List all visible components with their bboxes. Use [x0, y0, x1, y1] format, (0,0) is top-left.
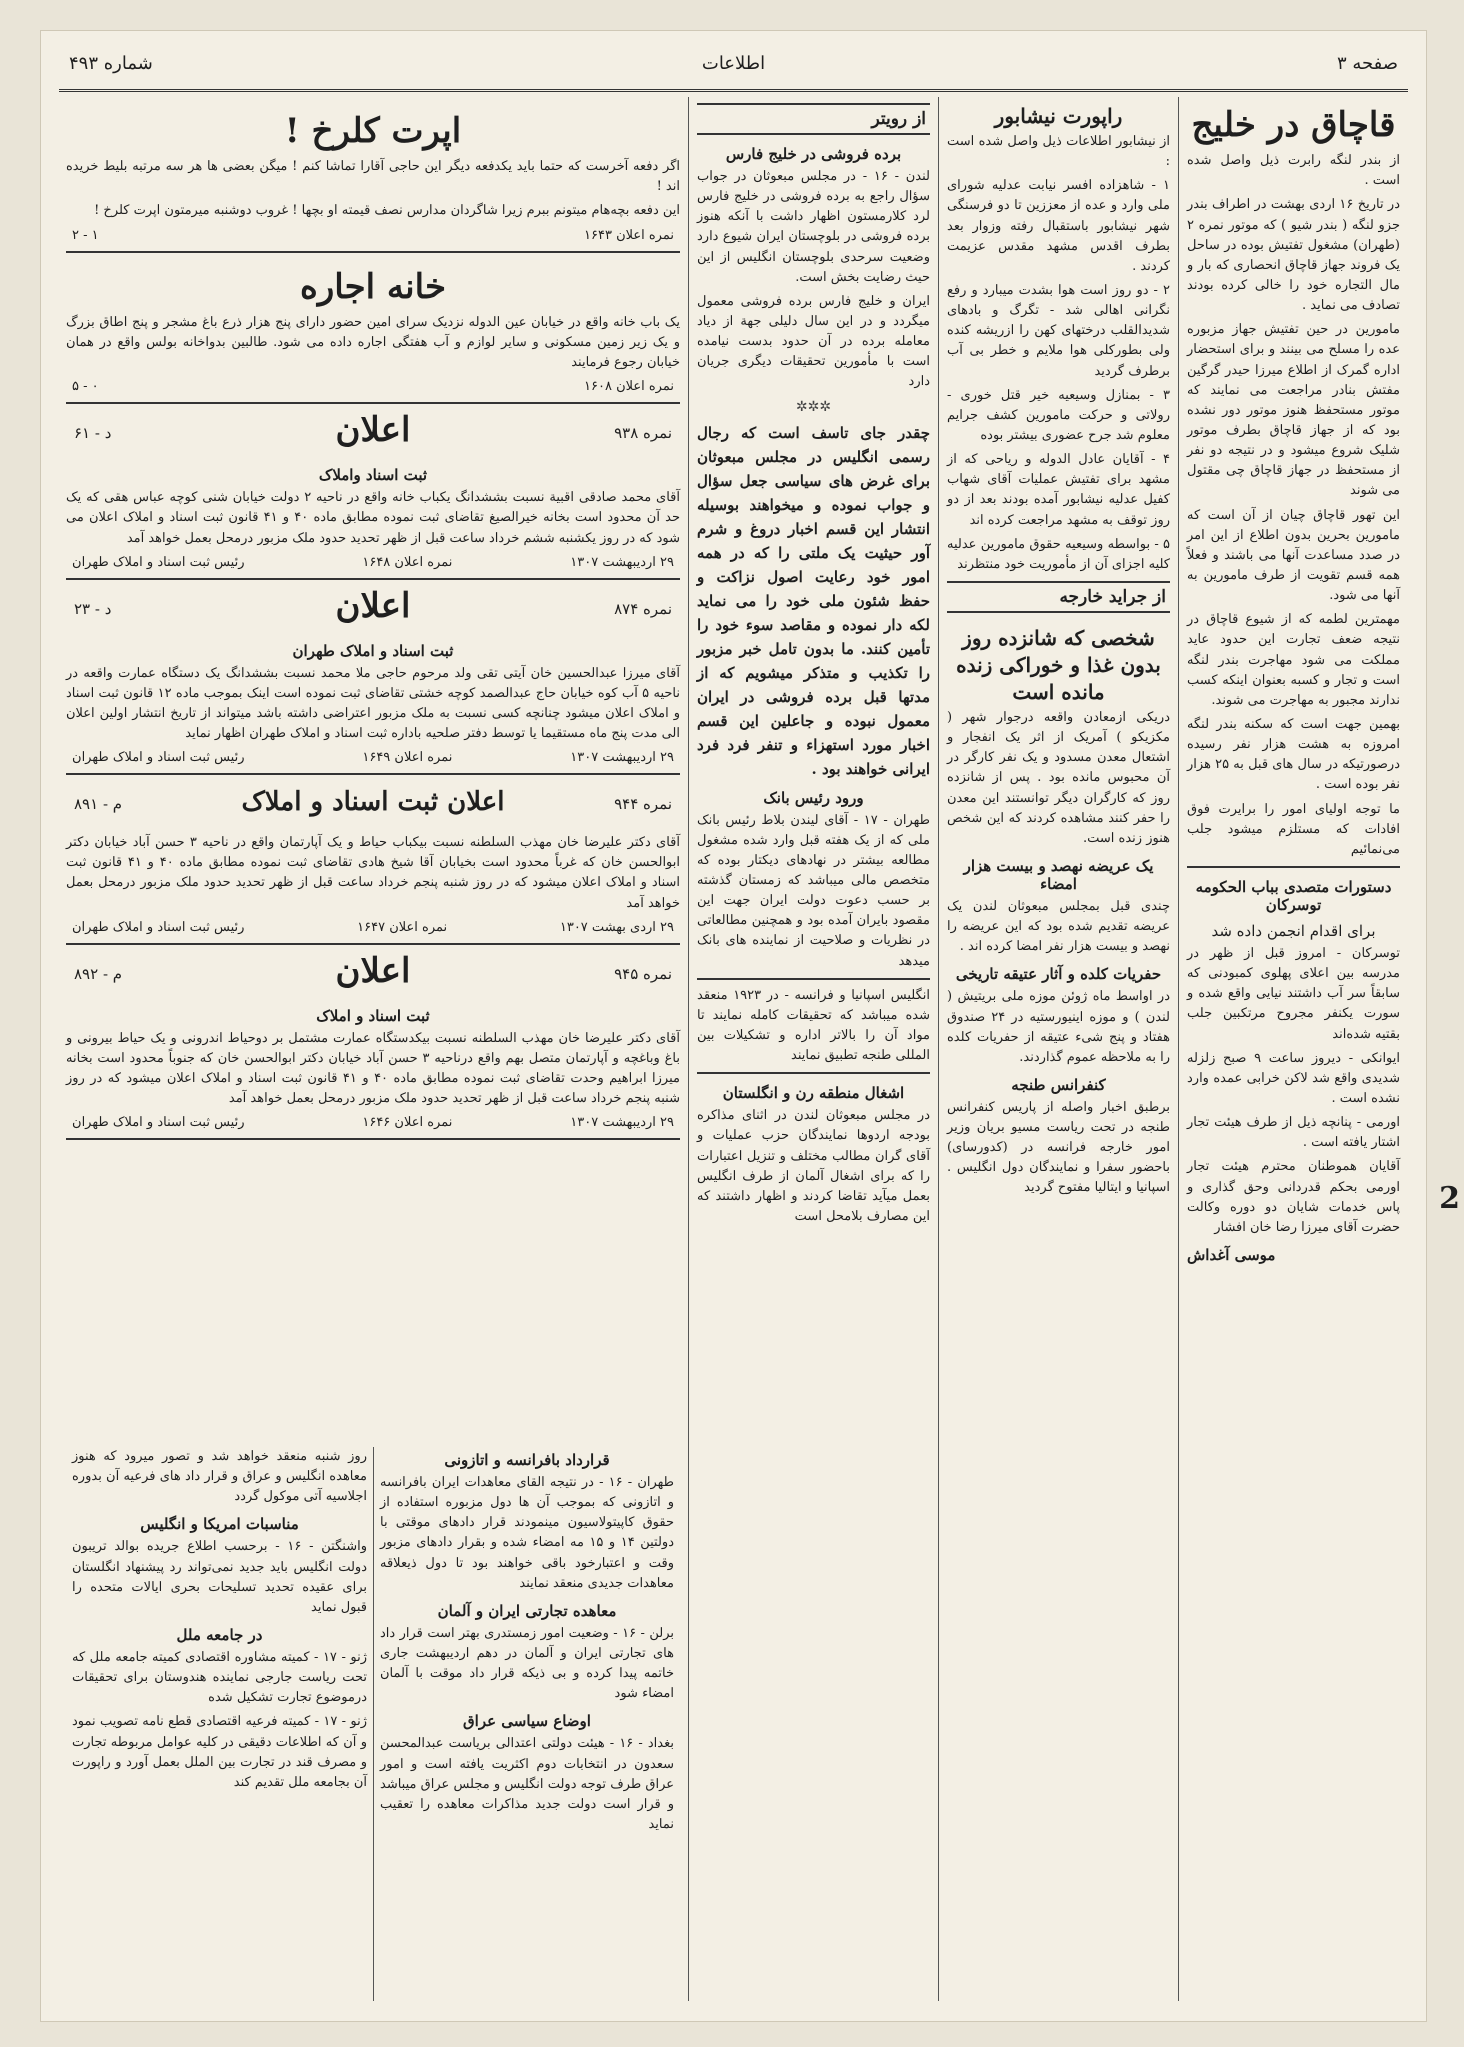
ad-house-rent: [66, 253, 680, 405]
article-title: شخصی که شانزده روز بدون غذا و خوراکی زنده مانده است: [956, 625, 1161, 704]
article-title: کنفرانس طنجه: [1011, 1075, 1106, 1094]
bottom-news-right: [373, 1447, 680, 2001]
article-paragraph: ژنو - ۱۷ - کمیته مشاوره اقتصادی کمیته جامعه ملل که تحت ریاست جارجی نماینده هندوستان برای تحقیقات درموضوع تجارت تشکیل شده: [72, 1649, 367, 1706]
separator-ornament: ✲✲✲: [795, 398, 832, 415]
article-paragraph: ۳ - بمنازل وسیعیه خیر قتل خوری - رولاتی و حرکت مامورین کشف جرایم معلوم شد جرح عضوری بیشتر بوده: [947, 387, 1170, 443]
paper-name: اطلاعات: [701, 53, 766, 74]
ad-registry: [66, 775, 680, 945]
article-paragraph: انگلیس اسپانیا و فرانسه - در ۱۹۲۳ منعقد شده میباشد که تحقیقات کامله نمایند تا مواد آن را بالاتر اداره و تشکیلات بین المللی طنجه تطبیق نمایند: [697, 987, 930, 1064]
article-title-smuggling: قاچاق در خلیج: [1191, 105, 1396, 145]
ad-code: ۰ - ۵: [72, 379, 99, 395]
article-paragraph: بهمین جهت است که سکنه بندر لنگه امروزه به هشت هزار نفر رسیده درصورتیکه در سال های قبل به ۲۵ هزار نفر بوده است .: [1187, 716, 1400, 793]
article-paragraph: لندن - ۱۶ - در مجلس مبعوثان در جواب سؤال راجع به برده فروشی در خلیج فارس لرد کلارمستون اظهار داشت با آنکه هنوز برده فروشی در بلوچستان ایران شیوع دارد وضعیت سرحدی بلوچستان انگلیس از این حیث رضایت بخش است.: [697, 169, 930, 285]
ad-code: م - ۸۹۱: [74, 795, 123, 814]
article-paragraph: این تهور قاچاق چیان از آن است که مامورین بحرین بدون اطلاع از این امر در صدد مساعدت آنها می باشند و فعلاً همه قسم تقویت از طرف مامورین به آنها می شود.: [1187, 507, 1400, 604]
bottom-news-left: [66, 1447, 373, 2001]
article-title: قرارداد بافرانسه و اتازونی: [444, 1451, 610, 1469]
article-paragraph: طهران - ۱۶ - در نتیجه القای معاهدات ایران بافرانسه و اتازونی که بموجب آن ها دول مزبوره استفاده از حقوق کاپیتولاسیون مینمودند قرار دادهای موقتی با دولتین ۱۴ و ۱۵ مه امضاء شده و بقرار دادهای مزبور وقت و اعتبارخود باقی خواهند بود تا دول ذیعلاقه معاهدات جدیدی منعقد نمایند: [380, 1475, 675, 1591]
divider: [697, 1072, 930, 1074]
article-paragraph: ۵ - بواسطه وسیعیه حقوق مامورین عدلیه کلیه اجزای آن از مأموریت خود منتظرند: [947, 536, 1170, 572]
article-paragraph: بغداد - ۱۶ - هیئت دولتی اعتدالی بریاست عبدالمحسن سعدون در انتخابات دوم اکثریت یافته است و امور عراق طرف توجه دولت انگلیس و مجلس عراق میباشد و قرار است دولت جدید مذاکرات معاهده را تعقیب نماید: [380, 1736, 674, 1832]
article-paragraph: مامورین در حین تفتیش جهاز مزبوره عده را مسلح می بینند و برای استحضار اداره گمرک از اطلاع میرزا حیدر گرگین مفتش بنادر مراجعت می نمایند که موتور مستحفظ هنوز موتور دور نشده بود که از جهاز قاچاق بطرف موتور شلیک شروع میشود و در نتیجه دو نفر از مستحفظ در جهاز قاچاق چی مقتول می شوند: [1187, 322, 1400, 499]
ad-subtitle: ثبت اسناد و املاک طهران: [292, 641, 454, 660]
ad-number: نمره ۸۷۴: [614, 599, 672, 618]
article-paragraph: ما توجه اولیای امور را برایرت فوق افادات که مستلزم میشود جلب می‌نمائیم: [1187, 801, 1400, 857]
article-title: اشغال منطقه رن و انگلستان: [722, 1084, 905, 1103]
article-lead: از بندر لنگه رابرت ذیل واصل شده است .: [1187, 153, 1400, 189]
article-title: حفریات کلده و آثار عتیقه تاریخی: [955, 965, 1162, 984]
section-heading-reuters: از رویتر: [697, 103, 930, 135]
ad-notice-number: نمره اعلان ۱۶۴۶: [362, 1115, 453, 1131]
news-item: اورمی - پنانچه ذیل از طرف هیئت تجار اشتار یافته است .: [1187, 1115, 1400, 1151]
ad-title: اعلان: [335, 585, 411, 626]
bottom-news-block: [66, 1447, 680, 2001]
ad-signatory: رئیس ثبت اسناد و املاک طهران: [72, 1115, 245, 1131]
article-paragraph: ۲ - دو روز است هوا بشدت میبارد و رفع نگرانی اهالی شد - تگرگ و بادهای شدیدالقلب درختهای کهن را ازریشه کنده ولی بطورکلی هوا ملایم و خطر بی آب برطرف گردید: [947, 282, 1170, 379]
column-1: [1178, 97, 1408, 2001]
editorial-comment: چقدر جای تاسف است که رجال رسمی انگلیس در مجلس مبعوثان برای غرض های سیاسی جعل سؤال و جواب نموده و میخواهند بوسیله انتشار این قسم اخبار دروغ و شرم آور حیثیت یک ملتی را که در همه امور خود رعایت اصول نزاکت و حفظ شئون ملی خود را می نماید لکه دار نموده و مقاصد سوء خود را تأمین کنند. ما بدون تامل خبر مزبور را تکذیب و متذکر میشویم که از مدتها قبل برده فروشی در ایران معمول نبوده و جاعلین این قسم اخبار مورد استهزاء و تنفر فرد فرد ایرانی خواهند بود .: [697, 423, 930, 778]
news-item: توسرکان - امروز قبل از ظهر در مدرسه بین اعلای پهلوی کمبودنی که سابقاً سر آب داشتند نیایی واقع شده و سورت یکنفر مجروح مرتکبین جلب بقتیه شده‌اند: [1187, 945, 1400, 1042]
news-item: ایوانکی - دیروز ساعت ۹ صبح زلزله شدیدی واقع شد لاکن خرابی عمده وارد نشده است .: [1187, 1050, 1400, 1106]
ad-date: ۲۹ اردی بهشت ۱۳۰۷: [559, 919, 674, 935]
ad-notice-number: نمره اعلان ۱۶۴۹: [362, 750, 453, 766]
signature: موسی آغداش: [1187, 1245, 1276, 1264]
ad-code: د - ۲۳: [74, 599, 112, 618]
ad-subtitle: ثبت اسناد واملاک: [318, 466, 428, 485]
ad-text: آقای دکتر علیرضا خان مهذب السلطنه نسبت بیکدستگاه عمارت مشتمل بر دوحیاط اندرونی و یک حیاط بیرونی و باغ وباغچه و آپارتمان متصل بهم واقع درناحیه ۳ حسن آباد خیابان دکتر ابوالحسن خان که جنوباً محدود است بخانه میرزا ابراهیم وحدت تقاضای ثبت نموده مطابق ماده ۴۰ و ۴۱ قانون ثبت اسناد و املاک اعلان میشود که در روز شنبه پنجم خرداد ساعت قبل از ظهر تحدید حدود ملک مزبور درمحل بعمل خواهد آمد: [66, 1030, 680, 1107]
column-2: [938, 97, 1178, 2001]
article-paragraph: واشنگتن - ۱۶ - برحسب اطلاع جریده بوالد تریبون دولت انگلیس باید جدید نمی‌تواند رد پیشنهاد انگلستان برای عقیده تحدید تسلیحات بحری ایالات متحده را قبول نماید: [72, 1539, 367, 1615]
ad-text: اگر دفعه آخرست که حتما باید یکدفعه دیگر این حاجی آقارا تماشا کنم ! میگن بعضی ها هر سه مرتبه بلیط خریده اند !: [66, 159, 680, 195]
divider: [1187, 866, 1400, 868]
ad-date: ۲۹ اردیبهشت ۱۳۰۷: [570, 554, 674, 570]
issue-number: شماره ۴۹۳: [69, 53, 153, 74]
ad-notice-number: نمره اعلان ۱۶۴۳: [584, 227, 674, 243]
article-title: برده فروشی در خلیج فارس: [725, 145, 902, 163]
article-paragraph: طهران - ۱۷ - آقای لیندن بلاط رئیس بانک ملی که از یک هفته قبل وارد شده مشغول مطالعه بیشتر در نهادهای دیکتار بوده که متخصص مالی میباشد که زمستان گذشته بر حسب دعوت دولت ایران جهت این مقصود بایران آمده بود و همچنین مطالعاتی در نظریات و صلاحیت از نماینده های بانک میدهد: [697, 812, 930, 969]
article-title-nishapur: راپورت نیشابور: [994, 104, 1123, 128]
ad-title: اعلان ثبت اسناد و املاک: [241, 787, 505, 818]
ad-code: ۱ - ۲: [72, 227, 99, 243]
ad-text: آقای محمد صادقی اقبیة نسبت بششدانگ یکباب خانه واقع در ناحیه ۲ دولت خیابان شنی کوچه عباس هقی که یک حد آن محدود است بخانه خیرالصیغ تقاضای ثبت نموده مطابق ماده ۴۰ و ۴۱ قانون ثبت اسناد و املاک اعلان می شود که در روز یکشنبه ششم خرداد ساعت قبل از ظهر تحدید حدود ملک مزبور درمحل بعمل خواهد آمد: [66, 490, 681, 546]
margin-mark: 2: [1439, 1181, 1460, 1216]
ad-title: خانه اجاره: [300, 266, 446, 307]
ad-text: این دفعه بچه‌هام میتونم ببرم زیرا شاگردان مدارس نصف قیمته او بچها ! غروب دوشنبه میرمتون اپرت کلرخ !: [94, 203, 680, 219]
notice-subheading: برای اقدام انجمن داده شد: [1211, 921, 1376, 940]
ad-text: یک باب خانه واقع در خیابان عین الدوله نزدیک سرای امین حضور دارای پنج هزار ذرع باغ مشجر و پنج اطاق بزرگ و یک زیر زمین مسکونی و سایر لوازم و آب هفتگی اجاره داده می شود. طالبین بدواخانه بولس واقع در همان خیابان رجوع فرمایند: [66, 314, 680, 371]
article-title: یک عریضه نهصد و بیست هزار امضاء: [963, 856, 1154, 893]
ad-text: آقای میرزا عبدالحسین خان آیتی تقی ولد مرحوم حاجی ملا محمد نسبت بششدانگ یک دستگاه عمارت واقعه در ناحیه ۵ آب کوه خیابان حاج عبدالصمد کوچه خشتی تقاضای ثبت نموده است اینک بموجب ماده ۱۲ قانون ثبت اسناد و املاک اعلان میشود چنانچه کسی نسبت به ملک مزبور اعتراضی داشته باشد میتواند از تاریخ انتشار اولین اعلان الی مدت پنج ماه مستقیما یا توسط دفتر صلحیه باداره ثبت اسناد و املاک طهران اظهار نماید: [66, 665, 681, 742]
ad-subtitle: ثبت اسناد و املاک: [316, 1006, 430, 1025]
ad-signatory: رئیس ثبت اسناد و املاک طهران: [72, 919, 245, 935]
article-paragraph: ایران و خلیج فارس برده فروشی معمول میگردد و در این سال دلیلی جهة از دیاد معامله برده در آن حدود بدست نیامده است با مأمورین تحقیقات دیگری جریان دارد: [697, 293, 930, 390]
article-paragraph: برلن - ۱۶ - وضعیت امور زمستدری بهتر است قرار داد های تجارتی ایران و آلمان در دهم اردیبهشت جاری خاتمه پیدا کرده و بی ذیکه قرار داد موقت با آلمان امضاء شود: [380, 1625, 675, 1702]
ad-title: اعلان: [335, 410, 411, 451]
newspaper-page: [40, 30, 1460, 2022]
article-paragraph: دریکی ازمعادن واقعه درجوار شهر ( مکزیکو ) آمریک از اثر یک انفجار و اشتعال معدن مسدود و یک نفر کارگر در آن محبوس مانده بود . پس از شانزده روز که کارگران دیگر توانستند این معدن را حفر کنند مشاهده کردند که این شخص هنوز زنده است.: [947, 709, 1170, 846]
article-paragraph: در تاریخ ۱۶ اردی بهشت در اطراف بندر جزو لنگه ( بندر شیو ) که موتور نمره ۲ (طهران) مشغول تفتیش بوده در ساحل یک فروند جهاز قاچاق انحصاری که بار و مال التجاره خود را خالی کرده بودند تصادف می نماید .: [1187, 197, 1400, 314]
article-title: معاهده تجارتی ایران و آلمان: [437, 1601, 617, 1620]
ad-number: نمره ۹۴۵: [614, 964, 672, 983]
article-paragraph: برطبق اخبار واصله از پاریس کنفرانس طنجه در تحت ریاست مسیو بریان وزیر امور خارجه فرانسه در (کدورسای) باحضور سفرا و نمایندگان دول انگلیس . اسپانیا و ایتالیا مفتوح گردید: [947, 1099, 1170, 1196]
article-paragraph: در مجلس مبعوثان لندن در اثنای مذاکره بودجه اردوها نمایندگان حزب عملیات و آقای گران مطالب مختلف و تنزیل اعتبارات را که برای اشغال آلمان از طرف انگلیس بعمل میآید تقاضا کردند و اظهار داشتند که این مصارف بلامحل است: [697, 1108, 930, 1224]
article-paragraph: مهمترین لطمه که از شیوع قاچاق در نتیجه ضعف تجارت این حدود عاید مملکت می شود مهاجرت بندر لنگه است و تجار و کسبه بعنوان اینکه کسب ندارند مجبور به مهاجرت می شوند.: [1187, 612, 1400, 708]
ad-number: نمره ۹۴۴: [614, 795, 672, 814]
article-paragraph: ۱ - شاهزاده افسر نیابت عدلیه شورای ملی وارد و عده از معززین تا دو فرسنگی شهر نیشابور باستقبال رفته وزوار بعد بطرف اقدس مشهد مقدس عزیمت کردند .: [947, 178, 1170, 274]
article-title: مناسبات امریکا و انگلیس: [140, 1515, 299, 1534]
article-paragraph: روز شنبه منعقد خواهد شد و تصور میرود که هنوز معاهده انگلیس و عراق و قرار داد های فرعیه آن بدوره اجلاسیه آتی موکول گردد: [72, 1449, 367, 1505]
article-lead: از نیشابور اطلاعات ذیل واصل شده است :: [947, 134, 1170, 170]
ad-registry: [66, 945, 680, 1141]
ad-date: ۲۹ اردیبهشت ۱۳۰۷: [570, 1115, 674, 1131]
ad-title: اپرت کلرخ !: [284, 111, 462, 151]
ad-notice-number: نمره اعلان ۱۶۴۸: [362, 554, 453, 570]
ad-code: د - ۶۱: [74, 424, 112, 443]
ad-notice-number: نمره اعلان ۱۶۰۸: [584, 379, 674, 395]
ad-notice-number: نمره اعلان ۱۶۴۷: [357, 919, 448, 935]
article-title: ورود رئیس بانک: [763, 788, 864, 807]
article-paragraph: چندی قبل بمجلس مبعوثان لندن یک عریضه تقدیم شده بود که این عریضه را نهصد و بیست هزار نفر امضا کرده اند .: [947, 898, 1170, 955]
ad-operetta: [66, 97, 680, 253]
news-item: آقایان هموطنان محترم هیئت تجار اورمی بحکم قدردانی وحق گذاری و پاس خدمات شایان دو دوره وکالت حضرت آقای میرزا رضا خان افشار: [1187, 1159, 1400, 1235]
column-ads: [58, 97, 688, 2001]
ad-title: اعلان: [335, 950, 411, 991]
ad-signatory: رئیس ثبت اسناد و املاک طهران: [72, 554, 245, 570]
section-heading-foreign-press: از جراید خارجه: [947, 581, 1170, 613]
ad-registry: [66, 404, 680, 579]
page-number: صفحه ۳: [1336, 53, 1398, 74]
ad-number: نمره ۹۳۸: [614, 424, 672, 443]
masthead: [59, 43, 1408, 92]
article-title: در جامعه ملل: [176, 1625, 263, 1644]
ad-signatory: رئیس ثبت اسناد و املاک طهران: [72, 750, 245, 766]
article-title: اوضاع سیاسی عراق: [463, 1712, 591, 1731]
article-paragraph: ژنو - ۱۷ - کمیته فرعیه اقتصادی قطع نامه تصویب نمود و آن که اطلاعات دقیقی در کلیه عوامل مربوطه تجارت و مصرف قند در تجارت بین الملل بعمل آورد و راپورت آن بجامعه ملل تقدیم کند: [72, 1714, 367, 1790]
column-3: [688, 97, 938, 2001]
ad-text: آقای دکتر علیرضا خان مهذب السلطنه نسبت بیکباب حیاط و یک آپارتمان واقع در ناحیه ۳ حسن آباد خیابان دکتر ابوالحسن خان که غرباً محدود است بخیابان آقا شیخ هادی تقاضای ثبت نموده مطابق ماده ۴۰ و ۴۱ قانون ثبت اسناد و املاک اعلان میشود که در روز شنبه پنجم خرداد ساعت قبل از ظهر تحدید حدود ملک مزبور درمحل بعمل خواهد آمد: [66, 835, 680, 911]
ad-date: ۲۹ اردیبهشت ۱۳۰۷: [570, 750, 674, 766]
ad-code: م - ۸۹۲: [74, 964, 123, 983]
divider: [697, 978, 930, 980]
article-paragraph: ۴ - آقایان عادل الدوله و ریاحی که از مشهد برای تفتیش عملیات آقای شهاب کفیل عدلیه نیشابور آمده بودند بعد از دو روز توقف به مشهد مراجعت کرده اند: [947, 452, 1170, 528]
ad-registry: [66, 580, 680, 776]
article-paragraph: در اواسط ماه ژوئن موزه ملی بریتیش ( لندن ) و موزه اینیورستیه در ۲۴ صندوق هفتاد و پنج شیء عتیقه از حفریات کلده را به ملاحظه عموم گذاردند.: [947, 989, 1170, 1065]
notice-heading: دستورات متصدی بباب الحکومه توسرکان: [1195, 877, 1392, 914]
